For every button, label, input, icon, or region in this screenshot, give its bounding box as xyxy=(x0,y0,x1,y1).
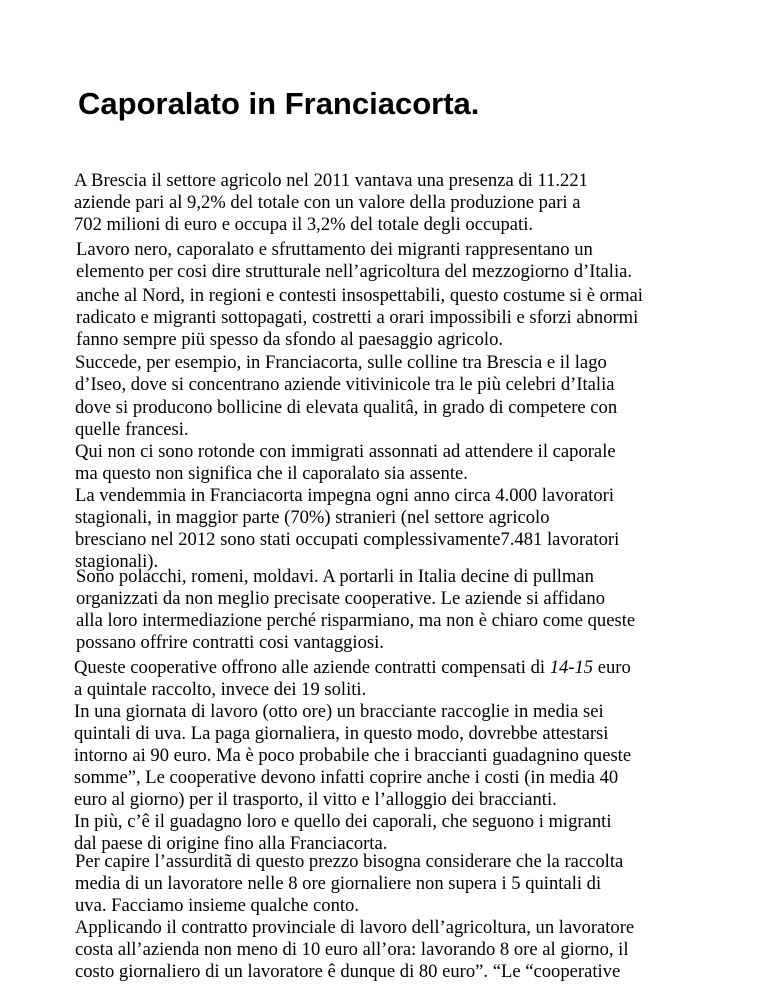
body-line: uva. Facciamo insieme qualche conto. xyxy=(75,895,359,916)
body-line: somme”, Le cooperative devono infatti coprire anche i costi (in media 40 xyxy=(74,767,619,788)
body-line: organizzati da non meglio precisate cooperative. Le aziende si affidano xyxy=(76,588,606,609)
body-line: a quintale raccolto, invece dei 19 soliti. xyxy=(74,679,367,700)
body-line: dal paese di origine fino alla Franciacorta. xyxy=(74,833,388,854)
body-line: Applicando il contratto provinciale di lavoro dell’agricoltura, un lavoratore xyxy=(75,917,635,938)
body-line: A Brescia il settore agricolo nel 2011 vantava una presenza di 11.221 xyxy=(74,170,588,191)
body-line: Sono polacchi, romeni, moldavi. A portarli in Italia decine di pullman xyxy=(76,566,594,587)
body-line: d’Iseo, dove si concentrano aziende vitivinicole tra le più celebri d’Italia xyxy=(75,374,615,395)
body-line: In più, c’ê il guadagno loro e quello dei caporali, che seguono i migranti xyxy=(74,811,612,832)
body-line: stagionali, in maggior parte (70%) stranieri (nel settore agricolo xyxy=(75,507,550,528)
body-line: intorno ai 90 euro. Ma è poco probabile che i braccianti guadagnino queste xyxy=(74,745,632,766)
body-line: aziende pari al 9,2% del totale con un valore della produzione pari a xyxy=(74,192,581,213)
body-line: quintali di uva. La paga giornaliera, in questo modo, dovrebbe attestarsi xyxy=(74,723,609,744)
body-line: possano offrire contratti cosi vantaggiosi. xyxy=(76,632,384,653)
body-line: alla loro intermediazione perché risparmiano, ma non è chiaro come queste xyxy=(76,610,636,631)
body-line: 702 milioni di euro e occupa il 3,2% del totale degli occupati. xyxy=(74,214,534,235)
body-line: costo giornaliero di un lavoratore ê dunque di 80 euro”. “Le “cooperative xyxy=(75,961,621,982)
body-line: costa all’azienda non meno di 10 euro all’ora: lavorando 8 ore al giorno, il xyxy=(75,939,629,960)
body-line: media di un lavoratore nelle 8 ore giornaliere non supera i 5 quintali di xyxy=(75,873,602,894)
body-line: euro al giorno) per il trasporto, il vitto e l’alloggio dei braccianti. xyxy=(74,789,557,810)
body-line: quelle francesi. xyxy=(75,419,189,440)
body-line: Qui non ci sono rotonde con immigrati assonnati ad attendere il caporale xyxy=(75,441,616,462)
body-line: fanno sempre piü spesso da sfondo al paesaggio agricolo. xyxy=(76,329,504,350)
document-title: Caporalato in Franciacorta. xyxy=(78,86,480,121)
body-line: anche al Nord, in regioni e contesti insospettabili, questo costume si è ormai xyxy=(76,285,643,306)
body-line: Succede, per esempio, in Franciacorta, sulle colline tra Brescia e il lago xyxy=(75,352,607,373)
body-line: La vendemmia in Franciacorta impegna ogni anno circa 4.000 lavoratori xyxy=(75,485,615,506)
italic-range: 14-15 xyxy=(549,657,594,678)
body-line: dove si producono bollicine di elevata qualitâ, in grado di competere con xyxy=(75,397,618,418)
body-line: Queste cooperative offrono alle aziende contratti compensati di 14-15 euro xyxy=(74,657,631,678)
body-line: elemento per cosi dire strutturale nell’agricoltura del mezzogiorno d’Italia. xyxy=(76,261,633,282)
body-line: Lavoro nero, caporalato e sfruttamento dei migranti rappresentano un xyxy=(76,239,593,260)
body-line: bresciano nel 2012 sono stati occupati complessivamente7.481 lavoratori xyxy=(75,529,620,550)
body-line: Per capire l’assurditã di questo prezzo bisogna considerare che la raccolta xyxy=(75,851,624,872)
body-line: ma questo non significa che il caporalato sia assente. xyxy=(75,463,468,484)
body-line: radicato e migranti sottopagati, costretti a orari impossibili e sforzi abnormi xyxy=(76,307,639,328)
body-line: stagionali). xyxy=(75,551,159,572)
body-line: In una giornata di lavoro (otto ore) un bracciante raccoglie in media sei xyxy=(74,701,604,722)
